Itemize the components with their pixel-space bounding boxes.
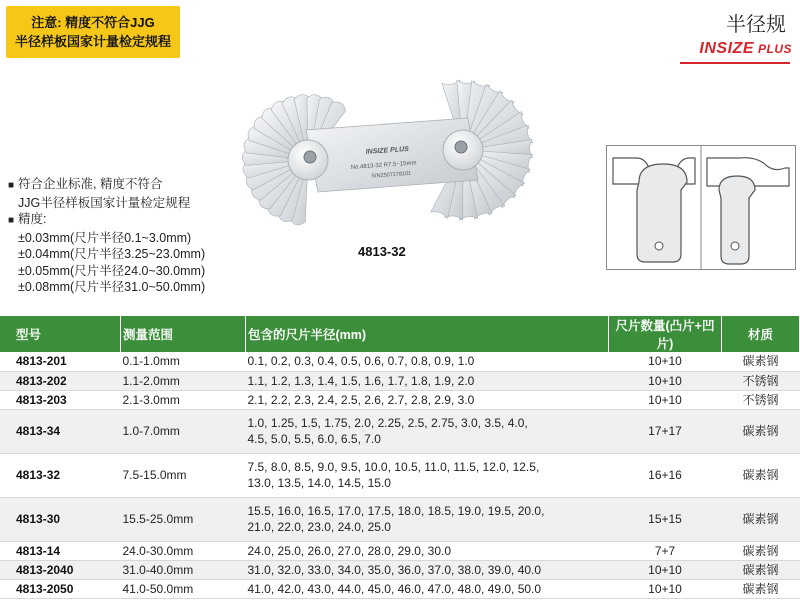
cell-radii: 41.0, 42.0, 43.0, 44.0, 45.0, 46.0, 47.0, 48.0, 49.0, 50.0: [246, 579, 609, 598]
engraving-serial: S/N2507178101: [371, 170, 412, 180]
header-material: 材质: [722, 316, 800, 352]
cell-material: 碳素钢: [722, 497, 800, 541]
spec-line: ±0.03mm(尺片半径0.1~3.0mm): [18, 230, 192, 245]
cell-count: 10+10: [609, 371, 722, 390]
page-title: 半径规: [726, 12, 786, 36]
cell-count: 10+10: [609, 352, 722, 371]
brand-logo: [699, 40, 792, 58]
cell-range: 7.5-15.0mm: [121, 453, 246, 497]
cell-model: 4813-32: [0, 453, 121, 497]
cell-material: 碳素钢: [722, 541, 800, 560]
cell-material: 碳素钢: [722, 453, 800, 497]
cell-range: 41.0-50.0mm: [121, 579, 246, 598]
spec-line: ±0.08mm(尺片半径31.0~50.0mm): [18, 280, 206, 294]
engraving-brand: INSIZE PLUS: [365, 145, 410, 156]
usage-diagram-drawing: [607, 146, 795, 269]
cell-count: 7+7: [609, 541, 722, 560]
header-count: 尺片数量(凸片+凹片): [609, 316, 722, 352]
table-header-row: [0, 316, 800, 352]
cell-radii: 0.1, 0.2, 0.3, 0.4, 0.5, 0.6, 0.7, 0.8, 0.9, 1.0: [246, 352, 609, 371]
header-range: 测量范围: [121, 316, 246, 352]
radius-gauge-photo: [228, 70, 558, 250]
table-row: [0, 497, 800, 541]
table-row: [0, 541, 800, 560]
header-radii: 包含的尺片半径(mm): [246, 316, 609, 352]
cell-material: 碳素钢: [722, 560, 800, 579]
cell-model: 4813-14: [0, 541, 121, 560]
table-row: [0, 579, 800, 598]
cell-material: 不锈钢: [722, 371, 800, 390]
table-row: [0, 409, 800, 453]
cell-count: 16+16: [609, 453, 722, 497]
cell-radii: 1.0, 1.25, 1.5, 1.75, 2.0, 2.25, 2.5, 2.75, 3.0, 3.5, 4.0, 4.5, 5.0, 5.5, 6.0, 6.5, 7.0: [246, 409, 609, 453]
table-row: [0, 371, 800, 390]
cell-range: 2.1-3.0mm: [121, 390, 246, 409]
cell-count: 10+10: [609, 390, 722, 409]
cell-model: 4813-2040: [0, 560, 121, 579]
usage-diagram: [606, 145, 796, 270]
cell-model: 4813-30: [0, 497, 121, 541]
cell-range: 0.1-1.0mm: [121, 352, 246, 371]
cell-range: 15.5-25.0mm: [121, 497, 246, 541]
brand-suffix: PLUS: [757, 42, 792, 56]
cell-count: 10+10: [609, 560, 722, 579]
table-row: [0, 453, 800, 497]
spec-line: ±0.04mm(尺片半径3.25~23.0mm): [18, 247, 206, 261]
spec-description: [8, 176, 228, 296]
cell-radii: 24.0, 25.0, 26.0, 27.0, 28.0, 29.0, 30.0: [246, 541, 609, 560]
spec-table: [0, 316, 800, 599]
spec-line: ■ 符合企业标准, 精度不符合: [8, 176, 228, 195]
cell-radii: 2.1, 2.2, 2.3, 2.4, 2.5, 2.6, 2.7, 2.8, 2.9, 3.0: [246, 390, 609, 409]
cell-material: 碳素钢: [722, 409, 800, 453]
cell-radii: 1.1, 1.2, 1.3, 1.4, 1.5, 1.6, 1.7, 1.8, 1.9, 2.0: [246, 371, 609, 390]
header-model: 型号: [0, 316, 121, 352]
product-model-label: 4813-32: [358, 244, 406, 259]
spec-line: ±0.05mm(尺片半径24.0~30.0mm): [18, 263, 206, 278]
bullet-icon: ■: [8, 180, 15, 191]
cell-model: 4813-34: [0, 409, 121, 453]
cell-range: 1.0-7.0mm: [121, 409, 246, 453]
cell-radii: 15.5, 16.0, 16.5, 17.0, 17.5, 18.0, 18.5, 19.0, 19.5, 20.0, 21.0, 22.0, 23.0, 24.0, 25.0: [246, 497, 609, 541]
cell-material: 碳素钢: [722, 352, 800, 371]
engraving-model: No.4813-32 R7.5~15mm: [350, 160, 417, 171]
bullet-icon: ■: [8, 215, 15, 226]
cell-radii: 7.5, 8.0, 8.5, 9.0, 9.5, 10.0, 10.5, 11.0, 11.5, 12.0, 12.5, 13.0, 13.5, 14.0, 14.5, 15.0: [246, 453, 609, 497]
brand-underline: [680, 62, 790, 64]
spec-line: JJG半径样板国家计量检定规程: [18, 195, 191, 210]
cell-count: 10+10: [609, 579, 722, 598]
cell-radii: 31.0, 32.0, 33.0, 34.0, 35.0, 36.0, 37.0, 38.0, 39.0, 40.0: [246, 560, 609, 579]
cell-range: 24.0-30.0mm: [121, 541, 246, 560]
cell-count: 15+15: [609, 497, 722, 541]
cell-model: 4813-201: [0, 352, 121, 371]
cell-model: 4813-203: [0, 390, 121, 409]
notice-line-2: 半径样板国家计量检定规程: [14, 34, 171, 49]
notice-banner: [6, 6, 180, 58]
cell-material: 碳素钢: [722, 579, 800, 598]
table-row: [0, 560, 800, 579]
notice-line-1: 注意: 精度不符合JJG: [31, 15, 155, 30]
cell-model: 4813-202: [0, 371, 121, 390]
cell-count: 17+17: [609, 409, 722, 453]
cell-material: 不锈钢: [722, 390, 800, 409]
cell-model: 4813-2050: [0, 579, 121, 598]
cell-range: 31.0-40.0mm: [121, 560, 246, 579]
brand-name: INSIZE: [699, 40, 754, 57]
cell-range: 1.1-2.0mm: [121, 371, 246, 390]
spec-line: ■ 精度:: [8, 211, 228, 230]
table-row: [0, 390, 800, 409]
table-row: [0, 352, 800, 371]
